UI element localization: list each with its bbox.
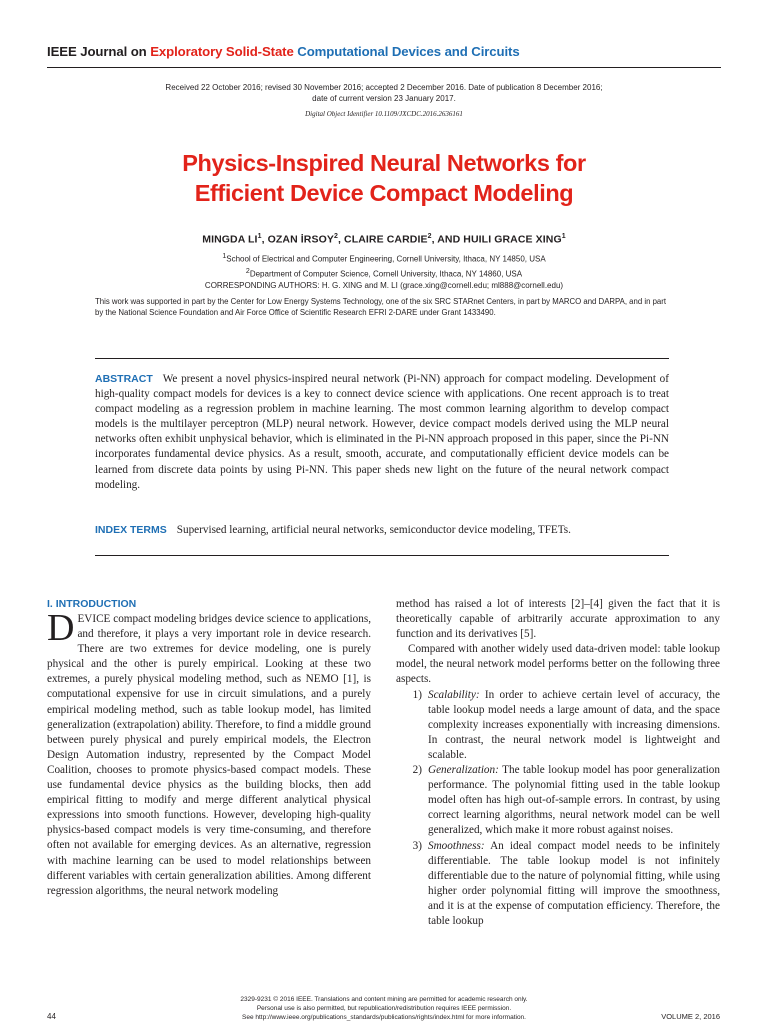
funding-note: This work was supported in part by the Center for Low Energy Systems Technology, one of the six SRC STARnet Centers, in part by MARCO and DARPA, and in part by the National Science Foundation and Air Force Office of Scientific Research EFRI 2-DARE under Grant 1433490.: [95, 297, 667, 317]
list-item-body: [428, 688, 720, 763]
volume-label: VOLUME 2, 2016: [661, 1012, 720, 1021]
journal-header: [47, 44, 721, 68]
publication-dates: [47, 82, 721, 104]
list-item-heading: Generalization:: [428, 764, 499, 777]
abstract-text: We present a novel physics-inspired neural network (Pi-NN) approach for compact modeling. Development of high-quality compact models for devices is a key to connect device science with applications. One recent approach is to treat compact modeling as a regression problem in machine learning. The most common learning algorithm to develop compact models is the multilayer perceptron (MLP) neural network. However, device compact models derived using the MLP neural networks often exhibit unphysical behavior, which is eliminated in the Pi-NN approach proposed in this paper, since the Pi-NN incorporates fundamental device physics. As a result, smooth, accurate, and computationally efficient device models can be learned from discrete data points by using Pi-NN. This paper sheds new light on the future of the neural network compact modeling.: [95, 373, 669, 491]
list-item-number: 1): [412, 688, 422, 701]
list-item-heading: Scalability:: [428, 688, 480, 701]
author-affil-sup: 2: [427, 233, 432, 240]
author-list: [47, 233, 721, 246]
page-number: 44: [47, 1012, 56, 1021]
comparison-paragraph: Compared with another widely used data-driven model: table lookup model, the neural network model performs better on the following three aspects.: [396, 643, 720, 686]
list-item-text: An ideal compact model needs to be infinitely differentiable. The table lookup model is not infinitely differentiable due to the nature of polynomial fitting, while using higher order polynomial fitting will improve the smoothness, and it is at the expense of computation efficiency. Therefore, the table lookup: [428, 839, 720, 927]
author-affil-sup: 1: [257, 233, 262, 240]
list-item: [396, 839, 720, 930]
index-terms-label: INDEX TERMS: [95, 524, 167, 536]
right-column: [396, 597, 720, 929]
intro-paragraph-text: EVICE compact modeling bridges device science to applications, and therefore, it plays a very important role in device research. There are two extremes for device modeling, one is purely physical and the other is purely empirical. Looking at these two extremes, a purely physical modeling method, such as NEMO [1], is computational expensive for use in circuit simulations, and a purely empirical modeling method, such as table lookup model, has limited generalization (extrapolation) ability. Therefore, to find a middle ground between purely physical and purely empirical models, the Electron Design Automation industry, represented by the Compact Model Coalition, chooses to promote physics-based compact models. These use fundamental device physics as the building blocks, then add empirical fitting to modify and merge different analytical physical expressions into smooth functions. However, developing high-quality physics-based compact models is very time-consuming, and therefore often not available for emerging devices. As an alternative, regression with machine learning can be used to model relationships between different variables with certain generalization abilities. Among different regression algorithms, the neural network modeling: [47, 613, 372, 897]
affiliation-2-sup: 2: [245, 267, 250, 275]
copyright-notice: [150, 995, 618, 1022]
list-item: [396, 688, 720, 763]
section-heading: I. INTRODUCTION: [47, 598, 137, 610]
list-item-text: The table lookup model has poor generalization performance. The polynomial fitting used in the table lookup model often has high out-of-sample errors. In contrast, by using correct learning algorithms, neural network model can be well generalized, which make it more robust against noises.: [428, 764, 720, 837]
affiliation-2-text: Department of Computer Science, Cornell University, Ithaca, NY 14860, USA: [249, 269, 523, 279]
author-name: HUILI GRACE XING: [463, 233, 562, 246]
author-sep: ,: [261, 233, 268, 246]
abstract-label: ABSTRACT: [95, 373, 153, 385]
paper-title: [47, 148, 721, 208]
doi: Digital Object Identifier 10.1109/JXCDC.2016.2636161: [305, 110, 463, 118]
copyright-line-3: See http://www.ieee.org/publications_standards/publications/rights/index.html for more information.: [242, 1014, 526, 1021]
list-item-heading: Smoothness:: [428, 839, 485, 852]
title-line-2: Efficient Device Compact Modeling: [194, 180, 574, 206]
list-item: [396, 763, 720, 838]
author-sep: , AND: [431, 233, 464, 246]
journal-name-part1: IEEE Journal on: [47, 44, 151, 59]
copyright-line-2: Personal use is also permitted, but republication/redistribution requires IEEE permission.: [256, 1005, 512, 1012]
list-item-body: [428, 839, 720, 930]
affiliations: [47, 251, 721, 292]
affiliation-1-sup: 1: [222, 253, 227, 260]
advantages-list: [396, 688, 720, 930]
corresponding-authors: CORRESPONDING AUTHORS: H. G. XING and M. LI (grace.xing@cornell.edu; ml888@cornell.edu): [204, 281, 564, 291]
author-affil-sup: 2: [333, 233, 338, 240]
abstract-bottom-rule: [95, 555, 669, 556]
author-name: OZAN İRSOY: [267, 233, 334, 246]
journal-name-part2: Exploratory Solid-State: [150, 44, 294, 59]
affiliation-2: [47, 266, 721, 281]
author-name: CLAIRE CARDIE: [344, 233, 428, 246]
left-column: [47, 597, 371, 899]
intro-paragraph-continued: method has raised a lot of interests [2]–[4] given the fact that it is theoretically capable of arbitrarily accurate approximation to any function and its derivatives [5].: [396, 598, 720, 641]
received-line-1: Received 22 October 2016; revised 30 November 2016; accepted 2 December 2016. Date of publication 8 December 2016;: [165, 83, 603, 92]
index-terms: [95, 523, 669, 538]
received-line-2: date of current version 23 January 2017.: [312, 94, 456, 103]
title-line-1: Physics-Inspired Neural Networks for: [182, 150, 586, 176]
list-item-body: [428, 763, 720, 838]
author-affil-sup: 1: [561, 233, 566, 240]
abstract: [95, 372, 669, 493]
index-terms-text: Supervised learning, artificial neural networks, semiconductor device modeling, TFETs.: [176, 524, 571, 536]
affiliation-1-text: School of Electrical and Computer Engineering, Cornell University, Ithaca, NY 14850, USA: [226, 254, 546, 264]
list-item-number: 2): [412, 764, 422, 777]
abstract-top-rule: [95, 358, 669, 359]
copyright-line-1: 2329-9231 © 2016 IEEE. Translations and content mining are permitted for academic research only.: [240, 996, 528, 1003]
list-item-text: In order to achieve certain level of accuracy, the table lookup model needs a large amount of data, and the space complexity increases exponentially with increasing dimensions. In contrast, the neural network model is lightweight and scalable.: [428, 688, 720, 761]
intro-paragraph: [47, 607, 372, 899]
affiliation-1: [47, 251, 721, 266]
list-item-number: 3): [412, 839, 422, 852]
journal-name-part3: Computational Devices and Circuits: [293, 44, 520, 59]
drop-cap: D: [47, 607, 75, 649]
author-sep: ,: [337, 233, 345, 246]
journal-name: [47, 44, 721, 59]
author-name: MINGDA LI: [202, 233, 258, 246]
